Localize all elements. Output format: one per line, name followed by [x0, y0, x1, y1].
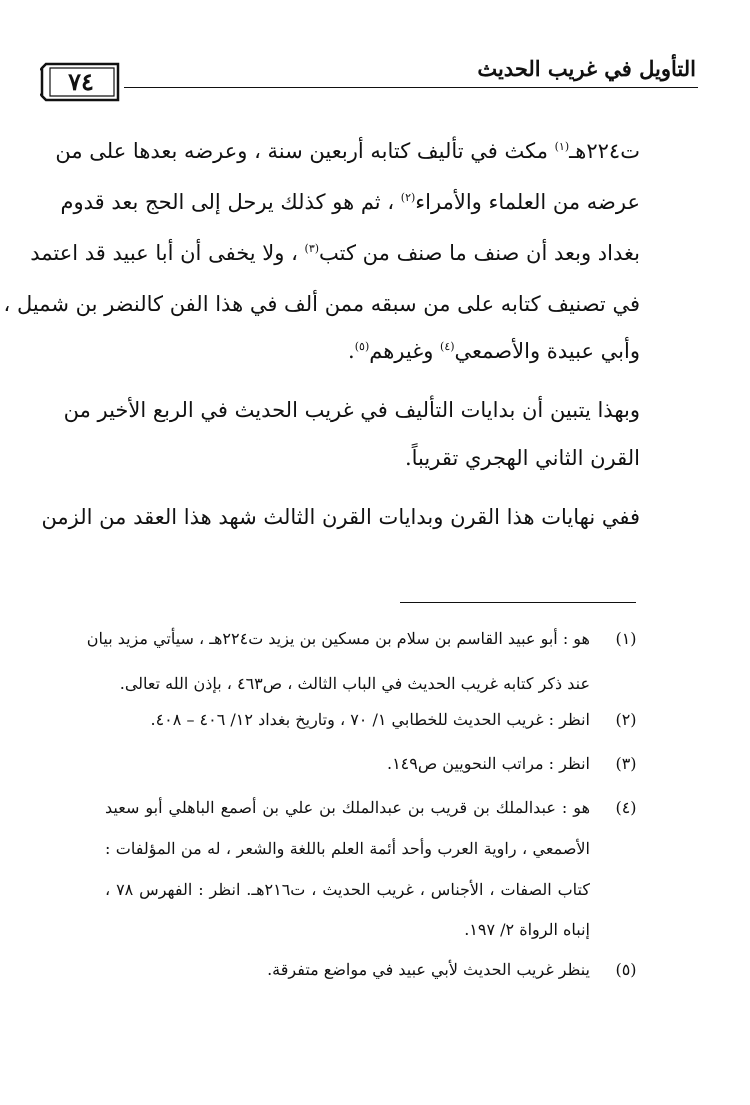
text-run: ت٢٢٤هـ: [569, 139, 640, 163]
footnote-ref: (١): [554, 140, 570, 153]
footnote-line: هو : أبو عبيد القاسم بن سلام بن مسكين بن يزيد ت٢٢٤هـ ، سيأتي مزيد بيان: [86, 629, 590, 648]
footnote-line: هو : عبدالملك بن قريب بن عبدالملك بن علي بن أصمع الباهلي أبو سعيد: [105, 798, 590, 817]
text-line: [60, 187, 640, 217]
footnote-line: انظر : غريب الحديث للخطابي ١/ ٧٠ ، وتاريخ بغداد ١٢/ ٤٠٦ – ٤٠٨.: [150, 710, 590, 729]
footnote-line: ينظر غريب الحديث لأبي عبيد في مواضع متفرقة.: [267, 960, 590, 979]
footnote-ref: (٢): [400, 191, 416, 204]
footnote-number: (٣): [615, 754, 637, 773]
text-run: مكث في تأليف كتابه أربعين سنة ، وعرضه بعدها على من: [55, 139, 555, 163]
footnote-line: كتاب الصفات ، الأجناس ، غريب الحديث ، ت٢١٦هـ. انظر : الفهرس ٧٨ ،: [105, 880, 591, 899]
footnote-number: (١): [615, 629, 637, 648]
text-run: .: [348, 339, 355, 363]
page-number: ٧٤: [68, 67, 94, 96]
text-line: وبهذا يتبين أن بدايات التأليف في غريب الحديث في الربع الأخير من: [63, 398, 640, 422]
text-line: ففي نهايات هذا القرن وبدايات القرن الثالث شهد هذا العقد من الزمن: [41, 505, 640, 529]
footnote-separator: [400, 602, 636, 603]
footnote-number: (٤): [615, 798, 637, 817]
text-line: [30, 238, 640, 268]
footnote-number: (٢): [615, 710, 637, 729]
page-number-box: [40, 60, 122, 104]
footnote-line: انظر : مراتب النحويين ص١٤٩.: [386, 754, 590, 773]
header-rule: [124, 87, 698, 88]
footnote-ref: (٤): [440, 340, 455, 353]
footnote-line: عند ذكر كتابه غريب الحديث في الباب الثالث ، ص٤٦٣ ، بإذن الله تعالى.: [119, 674, 590, 693]
text-line: في تصنيف كتابه على من سبقه ممن ألف في هذا الفن كالنضر بن شميل ،: [3, 292, 640, 316]
text-line: القرن الثاني الهجري تقريباً.: [404, 446, 640, 470]
text-line: [68, 336, 640, 366]
running-title: التأويل في غريب الحديث: [477, 56, 696, 81]
text-line: [55, 136, 640, 166]
footnote-line: الأصمعي ، راوية العرب وأحد أئمة العلم باللغة والشعر ، له من المؤلفات :: [105, 839, 590, 858]
footnote-ref: (٥): [354, 340, 370, 353]
text-run: ، ولا يخفى أن أبا عبيد قد اعتمد: [30, 241, 305, 265]
footnote-line: إنباه الرواة ٢/ ١٩٧.: [464, 920, 590, 939]
text-run: ، ثم هو كذلك يرحل إلى الحج بعد قدوم: [60, 190, 401, 214]
text-run: بغداد وبعد أن صنف ما صنف من كتب: [319, 241, 640, 265]
text-run: وأبي عبيدة والأصمعي: [454, 339, 640, 363]
footnote-ref: (٣): [304, 242, 320, 255]
text-run: عرضه من العلماء والأمراء: [415, 190, 640, 214]
footnote-number: (٥): [615, 960, 637, 979]
running-header: [40, 54, 698, 106]
text-run: وغيرهم: [369, 339, 441, 363]
